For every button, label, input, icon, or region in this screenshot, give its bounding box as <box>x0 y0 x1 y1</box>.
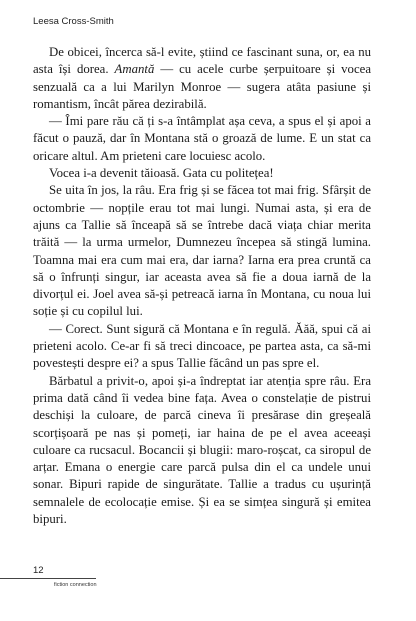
footer-rule <box>0 578 96 579</box>
paragraph <box>33 113 371 165</box>
text-segment: Vocea i-a devenit tăioasă. Gata cu politețea! <box>49 166 274 181</box>
text-segment: — Îmi pare rău că ți s-a întâmplat așa ceva, a spus el și apoi a făcut o pauză, dar în Montana stă o groază de lume. E un stat ca oricare altul. Am prieteni care locuiesc acolo. <box>33 114 371 163</box>
text-segment: Se uita în jos, la râu. Era frig și se făcea tot mai frig. Sfârșit de octombrie — nopțile erau tot mai lungi. Numai asta, și era de ajuns ca Tallie să înceapă să se întrebe dacă viața chiar merita trăită — la urma urmelor, Dumnezeu începea să stingă lumina. Toamna mai era cum mai era, dar iarna? Iarna era prea cruntă ca să o înfrunți singur, iar aceasta avea să fie a doua iarnă de la divorțul ei. Joel avea să-și petreacă iarna în Montana, cu noua lui soție și cu copilul lui. <box>33 183 371 319</box>
paragraph <box>33 182 371 320</box>
footer-label: fiction connection <box>54 582 97 588</box>
text-segment: — cu acele curbe șerpuitoare și vocea senzuală ca a lui Marilyn Monroe — sugera atâta pasiune și romantism, încât părea dezirabilă. <box>33 62 372 111</box>
page-number: 12 <box>33 565 44 576</box>
paragraph <box>33 321 371 373</box>
body-text <box>33 44 371 528</box>
running-head-author: Leesa Cross-Smith <box>33 16 114 27</box>
text-segment-italic: Amantă <box>114 62 155 77</box>
paragraph <box>33 165 371 182</box>
paragraph <box>33 373 371 529</box>
text-segment: De obicei, încerca să-l evite, știind ce fascinant suna, or, ea nu asta își dorea. <box>33 45 371 77</box>
paragraph <box>33 44 371 113</box>
text-segment: Bărbatul a privit-o, apoi și-a îndreptat iar atenția spre râu. Era prima dată când îi vedea bine fața. Avea o constelație de pistrui deschiși la culoare, de parcă cineva îi presărase din greșeală scorțișoară pe nas și pomeți, iar haina de pe el avea aceeași culoare ca rucsacul. Bocancii și blugii: maro-roșcat, ca siropul de arțar. Emana o energie care parcă pulsa din el ca undele unui sonar. Bipuri rapide de singurătate. Tallie a tradus cu ușurință semnalele de ecolocație emise. Și ea se simțea singură și emitea bipuri. <box>33 373 371 527</box>
text-segment: — Corect. Sunt sigură că Montana e în regulă. Ăăă, spui că ai prieteni acolo. Ce-ar fi să treci dincoace, pe partea asta, ca să-mi povestești despre ei? a spus Tallie făcând un pas spre el. <box>33 321 371 371</box>
